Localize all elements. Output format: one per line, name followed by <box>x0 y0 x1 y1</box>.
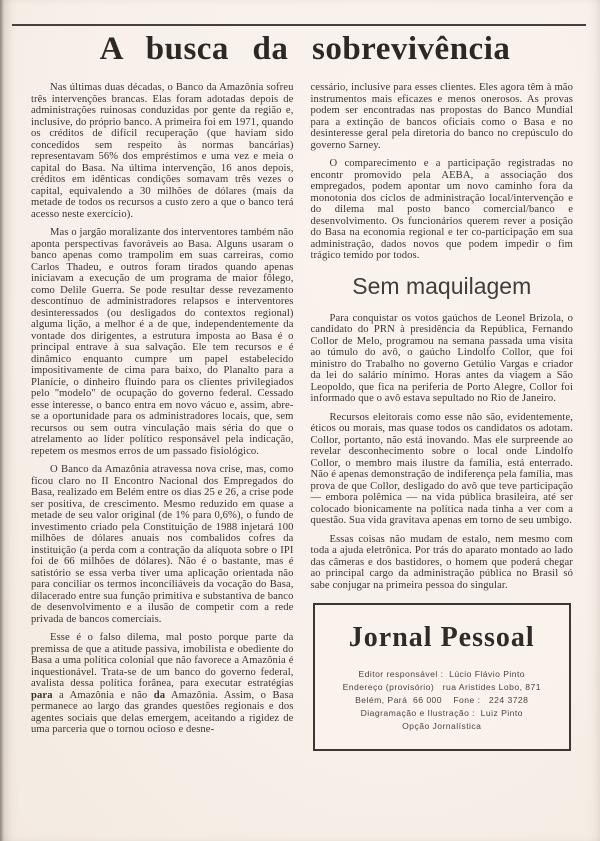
article-columns <box>0 82 600 751</box>
paragraph <box>311 158 574 262</box>
text-segment: Amazônia. Assim, o Basa permanece ao largo das grandes questões regionais e dos agentes sociais que delas emergem, aceitando a rigidez de uma parceria que o tornou ocioso e desne- <box>31 689 294 735</box>
paragraph <box>311 412 574 527</box>
masthead-line: Editor responsável : Lúcio Flávio Pinto <box>358 669 526 679</box>
masthead-line: Endereço (provisório) rua Aristides Lobo, 871 <box>342 682 541 692</box>
right-column <box>311 82 574 751</box>
text-segment: cessário, inclusive para esses clientes. Eles agora têm à mão instrumentos mais eficazes e menos onerosos. As provas podem ser encontradas nas propostas do Banco Mundial para a extinção de bancos oficiais como o Basa e no desinteresse geral pela diretoria do banco no crepúsculo do governo Sarney. <box>310 82 573 151</box>
masthead-lines <box>321 668 564 733</box>
text-segment: Nas últimas duas décadas, o Banco da Amazônia sofreu três intervenções brancas. Elas foram adotadas depois de administrações ruinosas conduzidas por gente da região e, inclusive, do próprio banco. A primeira foi em 1971, quando os créditos de difícil recuperação (que haviam sido concedidos sem respeito às normas bancárias) representavam 56% dos empréstimos e uma vez e meia o capital do Basa. Na última intervenção, 16 anos depois, créditos em idênticas condições somavam três vezes o capital, equivalendo a 30 milhões de dólares (mais da metade de todos os recursos a custo zero a que o banco terá acesso neste exercício). <box>31 82 294 220</box>
masthead-box <box>313 603 572 751</box>
right-column-bottom-paragraphs <box>311 313 574 592</box>
paragraph <box>311 82 574 151</box>
text-segment: Mas o jargão moralizante dos interventores também não aponta perspectivas favoráveis ao Basa. Alguns usaram o banco apenas como trampolim em suas carreiras, como Carlos Thadeu, e outros foram tirados quando apenas iniciavam a execução de um programa de maior fôlego, como Delile Guerra. Se pode resultar desse revezamento descontínuo de administradores relapsos e interventores desinteressados (ou desligados do contextos regional) alguma lição, a melhor é a de que, independentemente da vontade dos dirigentes, a estrutura imposta ao Basa é o principal entrave à sua salvação. Ele tem recursos e é dinâmico enquanto cumpre um papel estabelecido impositivamente de cima para baixo, do Planalto para a Planície, o dinheiro fluindo para os clientes privilegiados pelo ''modelo'' de ocupação do governo federal. Cessado esse interesse, o banco entra em novo vácuo e, assim, abre-se a oportunidade para os administradores locais, que, sem recursos ou sem outra vinculação mais séria do que o atrelamento ao líder político responsável pela indicação, repetem os mesmos erros de um passado fisiológico. <box>31 227 294 457</box>
paragraph <box>31 464 294 625</box>
page-title: A busca da sobrevivência <box>99 31 511 67</box>
paragraph <box>31 632 294 736</box>
text-segment: Esse é o falso dilema, mal posto porque parte da premissa de que a atitude passiva, imobilista e obediente do Basa a uma política colonial que não favorece a Amazônia é inquestionável. Trata-se de um banco do governo federal, avalista dessa política forânea, para executar estratégias <box>31 632 294 689</box>
right-column-top-paragraphs <box>311 82 574 262</box>
masthead-line: Opção Jornalística <box>402 721 482 731</box>
paragraph <box>311 534 574 592</box>
masthead-title: Jornal Pessoal <box>348 622 535 653</box>
text-segment: O comparecimento e a participação registradas no encontr promovido pela AEBA, a associação dos empregados, podem apontar um novo caminho fora da monotonia dos ciclos de administração local/intervenção e do dilema mal posto banco comercial/banco e desenvolvimento. Os funcionários querem rever a posição do Basa na economia regional e ter co-participação em sua administração, dados novos que podem impedir o fim trágico temido por todos. <box>310 158 573 261</box>
section-heading: Sem maquilagem <box>352 272 532 299</box>
text-segment: O Banco da Amazônia atravessa nova crise, mas, como ficou claro no II Encontro Nacional dos Empregados do Basa, realizado em Belém entre os dias 25 e 26, a crise pode ser positiva, de crescimento. Mesmo reduzido em quase a metade de seu valor original (de 1% para 0,6%), o fundo de investimento criado pela Constituição de 1988 injetará 100 milhões de dólares anuais nos combalidos cofres da instituição (a perda com a contração da alíquota sobre o IPI foi de 66 milhões de dólares). Não é o bastante, mas é satistório se essa verba tiver uma aplicação orientada não para conciliar os termos inconciliáveis da vocação do Basa, dilacerado entre sua função primitiva e substantiva de banco de desenvolvimento e a ilusão de competir com a rede privada de bancos comerciais. <box>31 464 294 625</box>
left-column <box>31 82 294 743</box>
top-rule <box>12 24 586 26</box>
paragraph <box>311 313 574 405</box>
masthead-line: Diagramação e Ilustração : Luiz Pinto <box>360 708 523 718</box>
text-segment: a Amazônia e não <box>52 689 154 701</box>
bold-text-segment: para <box>31 689 53 701</box>
text-segment: Essas coisas não mudam de estalo, nem mesmo com toda a ajuda eletrônica. Por trás do aparato montado ao lado das câmeras e dos bastidores, o homem que poderá chegar ao principal cargo da administração pública no Brasil só sabe conjugar na primeira pessoa do singular. <box>310 533 573 591</box>
text-segment: Para conquistar os votos gaúchos de Leonel Brizola, o candidato do PRN à presidência da República, Fernando Collor de Melo, programou na semana passada uma visita ao túmulo do avô, o gaúcho Lindolfo Collor, que foi ministro do Trabalho no governo Getúlio Vargas e criador da lei do salário mínimo. Horas antes da viagem a São Leopoldo, que fica na periferia de Porto Alegre, Collor foi informado que o avô estava sepultado no Rio de Janeiro. <box>310 312 573 404</box>
paragraph <box>31 82 294 220</box>
paragraph <box>31 227 294 457</box>
bold-text-segment: da <box>153 689 166 701</box>
masthead-line: Belém, Pará 66 000 Fone : 224 3728 <box>355 695 529 705</box>
text-segment: Recursos eleitorais como esse não são, evidentemente, éticos ou morais, mas quase todos os candidatos os adotam. Collor, portanto, não está inovando. Mas ele surpreende ao revelar desconhecimento sobre o local onde Lindolfo Collor, o membro mais ilustre da família, está enterrado. Não é apenas demonstração de indiferença pela família, mas prova de que Collor, desligado do avô que teve participação — embora polêmica — na vida pública brasileira, até ser colocado bionicamente na política nada tinha a ver com a questão. Sua vida gravitava apenas em torno de seu umbigo. <box>310 411 573 526</box>
